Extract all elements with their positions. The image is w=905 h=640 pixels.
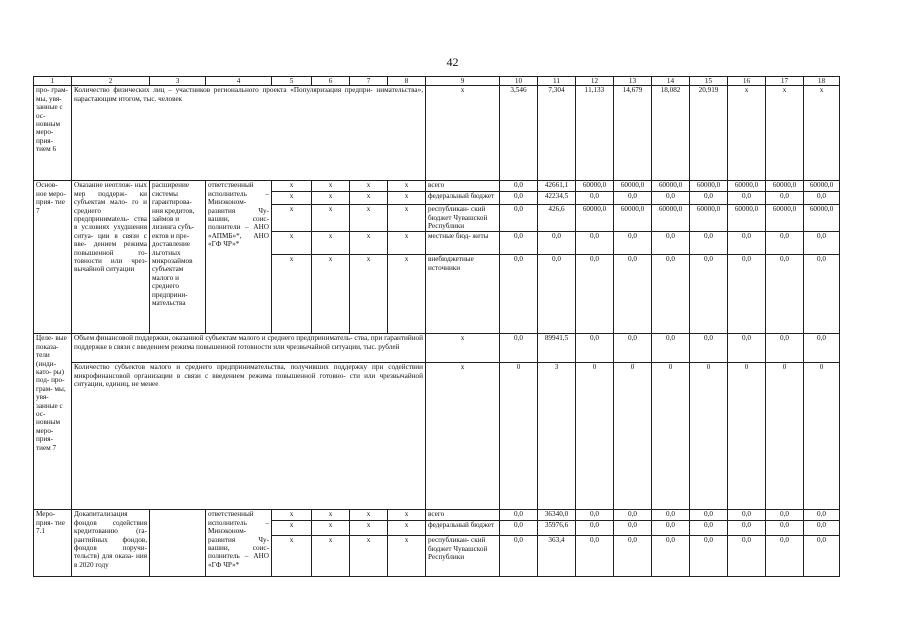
value-cell: 0,0 [690, 536, 728, 577]
value-cell: 0,0 [804, 255, 840, 334]
x-cell: x [388, 510, 426, 521]
value-cell: 0,0 [728, 255, 766, 334]
column-number: 5 [272, 77, 312, 86]
value-cell: 0,0 [728, 232, 766, 255]
value-cell: 0 [690, 363, 728, 510]
column-number: 16 [728, 77, 766, 86]
value-cell: 18,082 [652, 86, 690, 181]
value-cell: 0 [728, 363, 766, 510]
value-cell: 0,0 [652, 536, 690, 577]
indicator-text: Количество субъектов малого и среднего предпринимательства, получивших поддержку при содействии микрофинансовой организации в связи с введением режима повышенной готовно- сти или чрезвычайной ситуации, единиц, не менее [72, 363, 426, 510]
value-cell: 60000,0 [728, 181, 766, 192]
indicator-col9: x [426, 86, 500, 181]
value-cell: 0,0 [728, 334, 766, 363]
x-cell: x [272, 205, 312, 232]
event-description: Оказание неотлож- ных мер поддерж- ки субъектам мало- го и среднего предпринимatель- ства в условиях ухудшения ситуа- ции в связи с вве- дением режима повышенной го- товности или чрез- вычайной ситуации [72, 181, 150, 334]
x-cell: x [272, 510, 312, 521]
funding-source: внебюджетные источники [426, 255, 500, 334]
row-label: Целе- вые показа- тели (инди- като- ры) под- про- грам- мы, увя- занные с ос- новным меро- прия- тием 7 [34, 334, 72, 510]
value-cell: 14,679 [614, 86, 652, 181]
value-cell: 0,0 [728, 510, 766, 521]
value-cell: 0,0 [804, 334, 840, 363]
funding-source: республикан- ский бюджет Чувашской Республики [426, 205, 500, 232]
column-number: 4 [206, 77, 272, 86]
funding-source: федеральный бюджет [426, 192, 500, 205]
column-number: 12 [576, 77, 614, 86]
column-number: 1 [34, 77, 72, 86]
value-cell: 60000,0 [728, 205, 766, 232]
value-cell: 60000,0 [652, 181, 690, 192]
value-cell: 60000,0 [766, 181, 804, 192]
value-cell: 0,0 [652, 255, 690, 334]
x-cell: x [312, 536, 350, 577]
column-number: 13 [614, 77, 652, 86]
x-cell: x [272, 521, 312, 536]
value-cell: 60000,0 [614, 181, 652, 192]
value-cell: 0,0 [652, 510, 690, 521]
value-cell: 60000,0 [652, 205, 690, 232]
value-cell: x [766, 86, 804, 181]
value-cell: 89941,5 [538, 334, 576, 363]
x-cell: x [272, 255, 312, 334]
value-cell: 0,0 [500, 192, 538, 205]
value-cell: 0,0 [614, 192, 652, 205]
value-cell: 0 [766, 363, 804, 510]
value-cell: 0,0 [500, 521, 538, 536]
value-cell: 42234,5 [538, 192, 576, 205]
column-number: 18 [804, 77, 840, 86]
value-cell: 60000,0 [614, 205, 652, 232]
value-cell: 0,0 [576, 192, 614, 205]
x-cell: x [350, 521, 388, 536]
event-description: Докапитализация фондов содействия кредитованию (га- рантийных фондов, фондов поручи- тельств) для оказа- ния в 2020 году [72, 510, 150, 577]
funding-source: местные бюд- жеты [426, 232, 500, 255]
value-cell: 60000,0 [576, 205, 614, 232]
x-cell: x [312, 205, 350, 232]
value-cell: 0,0 [804, 192, 840, 205]
value-cell: 0,0 [766, 232, 804, 255]
column-number: 2 [72, 77, 150, 86]
event-executors: ответственный исполнитель – Минэконом- развития Чу- вашии, соис- полнители – АНО «АПМБ»*, АНО «ГФ ЧР»* [206, 181, 272, 334]
funding-source: республикан- ский бюджет Чувашской Республики [426, 536, 500, 577]
value-cell: 0,0 [614, 232, 652, 255]
value-cell: 60000,0 [804, 181, 840, 192]
table-body [34, 77, 840, 577]
value-cell: 0,0 [766, 192, 804, 205]
value-cell: 0,0 [804, 232, 840, 255]
value-cell: 0,0 [576, 510, 614, 521]
value-cell: 0 [500, 363, 538, 510]
x-cell: x [388, 521, 426, 536]
value-cell: 0 [804, 363, 840, 510]
value-cell: 0,0 [576, 334, 614, 363]
value-cell: 0,0 [500, 334, 538, 363]
indicator-text: Объем финансовой поддержки, оказанной субъектам малого и среднего предприниматель- ства, при гарантийной поддержке в связи с введением режима повышенной готовности или чрезвычайной ситуации, тыс. рублей [72, 334, 426, 363]
value-cell: 0,0 [652, 192, 690, 205]
value-cell: 0,0 [538, 255, 576, 334]
value-cell: 0,0 [500, 536, 538, 577]
indicator-row [34, 86, 840, 181]
event-result: расширение системы гарантирова- ния кредитов, займов и лизинга субъ- ектов и пре- доставление льготных микрозаймов субъектам малого и среднего предприни- мательства [150, 181, 206, 334]
value-cell: x [804, 86, 840, 181]
value-cell: 0,0 [576, 536, 614, 577]
value-cell: 0,0 [804, 536, 840, 577]
value-cell: 0,0 [576, 521, 614, 536]
value-cell: 0,0 [690, 232, 728, 255]
value-cell: 0,0 [500, 181, 538, 192]
value-cell: 0,0 [614, 521, 652, 536]
value-cell: 426,6 [538, 205, 576, 232]
value-cell: 0,0 [690, 521, 728, 536]
column-number: 11 [538, 77, 576, 86]
indicator-row [34, 334, 840, 363]
value-cell: 3,546 [500, 86, 538, 181]
x-cell: x [312, 192, 350, 205]
x-cell: x [272, 192, 312, 205]
value-cell: 0,0 [766, 255, 804, 334]
x-cell: x [350, 536, 388, 577]
indicator-col9: x [426, 334, 500, 363]
row-label: про- грам- мы, увя- занные с ос- новным меро- прия- тием 6 [34, 86, 72, 181]
x-cell: x [312, 255, 350, 334]
column-number: 10 [500, 77, 538, 86]
value-cell: 60000,0 [690, 205, 728, 232]
indicator-text: Количество физических лиц – участников регионального проекта «Популяризация предпри- нимательства», нарастающим итогом, тыс. человек [72, 86, 426, 181]
page-number: 42 [446, 55, 459, 69]
x-cell: x [272, 232, 312, 255]
x-cell: x [388, 181, 426, 192]
x-cell: x [312, 521, 350, 536]
value-cell: 60000,0 [690, 181, 728, 192]
value-cell: 0,0 [576, 255, 614, 334]
value-cell: 3 [538, 363, 576, 510]
indicator-row [34, 363, 840, 510]
value-cell: 0,0 [576, 232, 614, 255]
value-cell: 11,133 [576, 86, 614, 181]
value-cell: 0,0 [538, 232, 576, 255]
value-cell: 0,0 [690, 510, 728, 521]
value-cell: 0,0 [614, 510, 652, 521]
value-cell: 0,0 [652, 334, 690, 363]
funding-source: всего [426, 510, 500, 521]
x-cell: x [272, 536, 312, 577]
value-cell: 0,0 [690, 192, 728, 205]
value-cell: 0,0 [614, 255, 652, 334]
x-cell: x [350, 205, 388, 232]
value-cell: 0,0 [500, 232, 538, 255]
value-cell: 60000,0 [766, 205, 804, 232]
funding-source: федеральный бюджет [426, 521, 500, 536]
x-cell: x [272, 181, 312, 192]
event-result [150, 510, 206, 577]
value-cell: 0,0 [690, 334, 728, 363]
x-cell: x [312, 181, 350, 192]
x-cell: x [388, 536, 426, 577]
column-number: 9 [426, 77, 500, 86]
x-cell: x [350, 181, 388, 192]
x-cell: x [388, 192, 426, 205]
value-cell: 0,0 [500, 205, 538, 232]
column-number: 6 [312, 77, 350, 86]
value-cell: 0,0 [766, 536, 804, 577]
column-number: 8 [388, 77, 426, 86]
value-cell: 0,0 [652, 232, 690, 255]
value-cell: x [728, 86, 766, 181]
value-cell: 60000,0 [576, 181, 614, 192]
x-cell: x [312, 232, 350, 255]
header-row [34, 77, 840, 86]
x-cell: x [350, 510, 388, 521]
x-cell: x [350, 192, 388, 205]
event-executors: ответственный исполнитель – Минэконом- развития Чу- вашии, соис- полнитель – АНО «ГФ ЧР»* [206, 510, 272, 577]
x-cell: x [350, 232, 388, 255]
indicator-col9: x [426, 363, 500, 510]
column-number: 3 [150, 77, 206, 86]
value-cell: 0,0 [766, 521, 804, 536]
value-cell: 42661,1 [538, 181, 576, 192]
value-cell: 0,0 [804, 521, 840, 536]
column-number: 14 [652, 77, 690, 86]
value-cell: 0 [652, 363, 690, 510]
column-number: 7 [350, 77, 388, 86]
value-cell: 0,0 [728, 536, 766, 577]
value-cell: 7,304 [538, 86, 576, 181]
value-cell: 0,0 [728, 192, 766, 205]
value-cell: 0,0 [804, 510, 840, 521]
x-cell: x [312, 510, 350, 521]
row-label: Меро- прия- тие 7.1 [34, 510, 72, 577]
value-cell: 0,0 [728, 521, 766, 536]
column-number: 15 [690, 77, 728, 86]
x-cell: x [350, 255, 388, 334]
x-cell: x [388, 205, 426, 232]
value-cell: 0 [614, 363, 652, 510]
value-cell: 35976,6 [538, 521, 576, 536]
value-cell: 0,0 [614, 536, 652, 577]
x-cell: x [388, 255, 426, 334]
value-cell: 0,0 [766, 334, 804, 363]
value-cell: 363,4 [538, 536, 576, 577]
program-table [33, 76, 840, 577]
value-cell: 0,0 [690, 255, 728, 334]
event-row [34, 510, 840, 521]
event-row [34, 181, 840, 192]
value-cell: 20,919 [690, 86, 728, 181]
row-label: Основ- ное меро- прия- тие 7 [34, 181, 72, 334]
value-cell: 0,0 [766, 510, 804, 521]
value-cell: 0,0 [614, 334, 652, 363]
value-cell: 0,0 [500, 510, 538, 521]
value-cell: 60000,0 [804, 205, 840, 232]
x-cell: x [388, 232, 426, 255]
value-cell: 0 [576, 363, 614, 510]
column-number: 17 [766, 77, 804, 86]
value-cell: 0,0 [652, 521, 690, 536]
value-cell: 0,0 [500, 255, 538, 334]
value-cell: 36340,0 [538, 510, 576, 521]
funding-source: всего [426, 181, 500, 192]
